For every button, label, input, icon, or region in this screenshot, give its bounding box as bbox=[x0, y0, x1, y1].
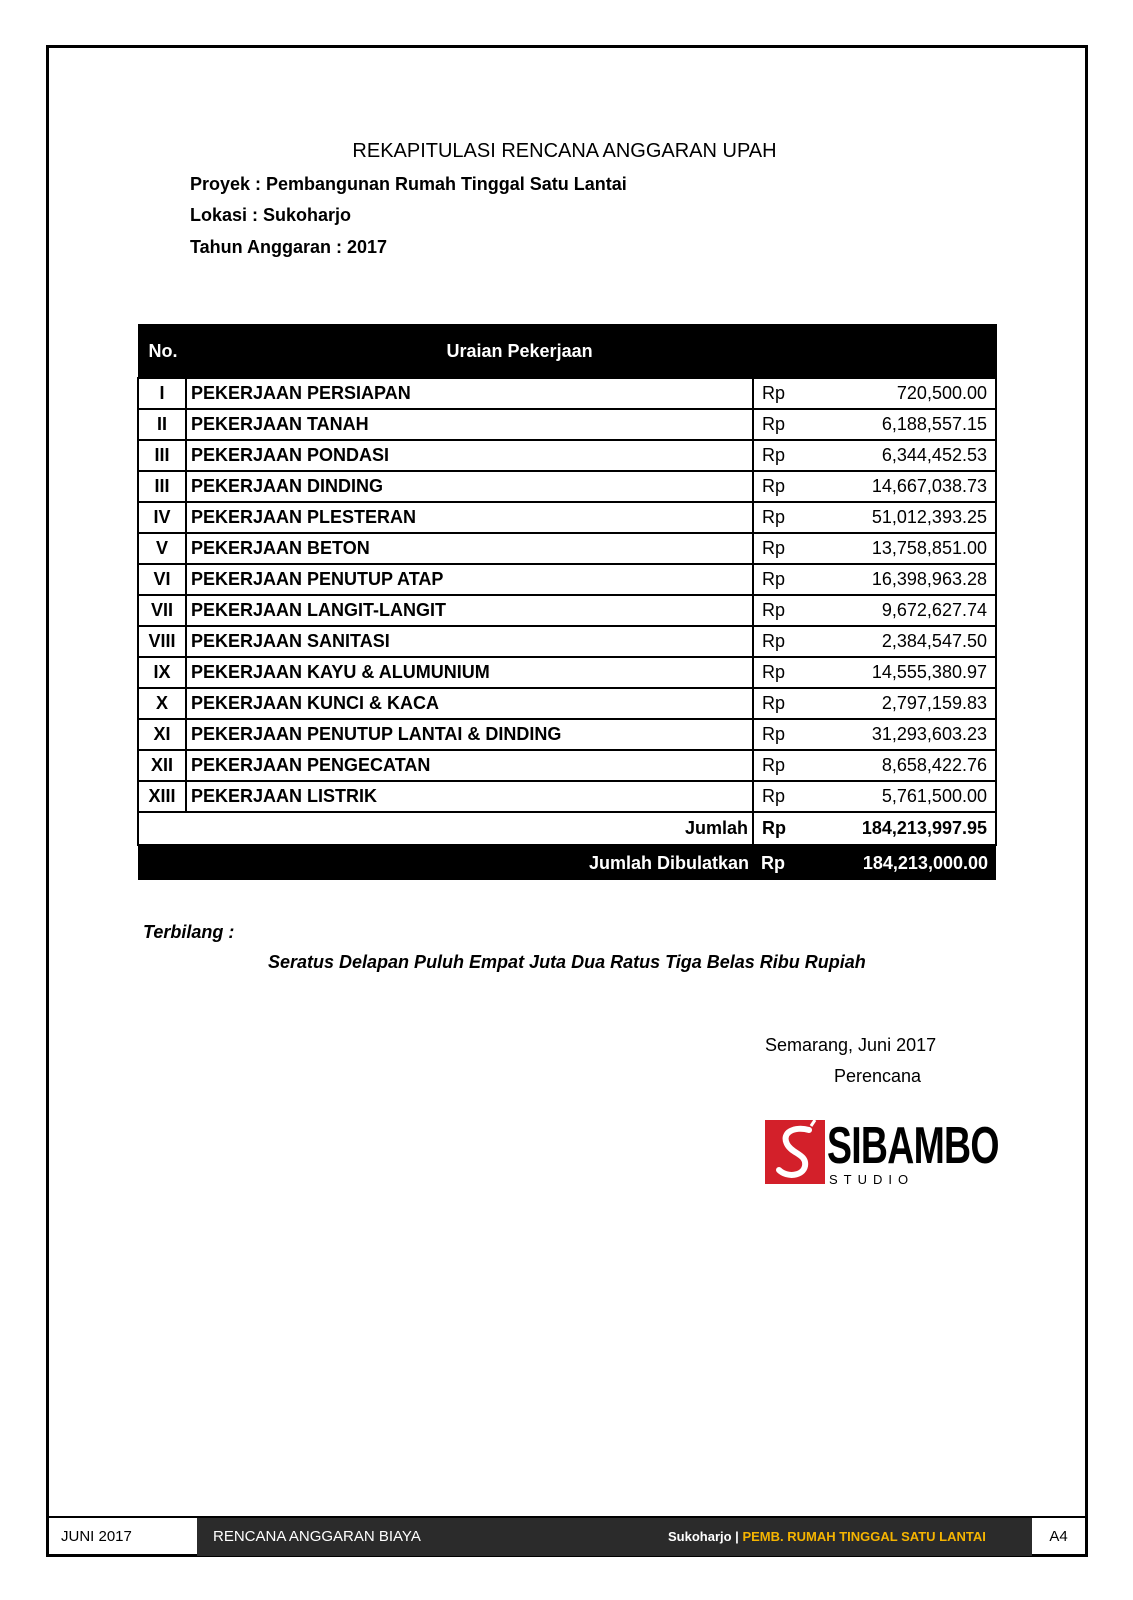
row-currency: Rp bbox=[753, 378, 792, 409]
row-amount: 51,012,393.25 bbox=[792, 502, 996, 533]
row-description: PEKERJAAN BETON bbox=[186, 533, 753, 564]
row-currency: Rp bbox=[753, 440, 792, 471]
row-no: V bbox=[138, 533, 186, 564]
row-description: PEKERJAAN DINDING bbox=[186, 471, 753, 502]
row-no: VIII bbox=[138, 626, 186, 657]
header-description: Uraian Pekerjaan bbox=[186, 325, 996, 379]
row-description: PEKERJAAN TANAH bbox=[186, 409, 753, 440]
row-amount: 16,398,963.28 bbox=[792, 564, 996, 595]
footer-location-project bbox=[668, 1518, 986, 1556]
row-no: XIII bbox=[138, 781, 186, 812]
row-currency: Rp bbox=[753, 471, 792, 502]
rounded-currency: Rp bbox=[753, 845, 792, 880]
row-currency: Rp bbox=[753, 533, 792, 564]
row-currency: Rp bbox=[753, 626, 792, 657]
sibambo-logo bbox=[765, 1117, 999, 1190]
logo-brand: SIBAMBO bbox=[827, 1117, 999, 1175]
sum-amount: 184,213,997.95 bbox=[792, 812, 996, 845]
row-amount: 8,658,422.76 bbox=[792, 750, 996, 781]
row-description: PEKERJAAN KUNCI & KACA bbox=[186, 688, 753, 719]
row-amount: 9,672,627.74 bbox=[792, 595, 996, 626]
table-row bbox=[138, 564, 996, 595]
row-description: PEKERJAAN PLESTERAN bbox=[186, 502, 753, 533]
table-row bbox=[138, 688, 996, 719]
row-description: PEKERJAAN PENUTUP LANTAI & DINDING bbox=[186, 719, 753, 750]
row-no: VI bbox=[138, 564, 186, 595]
row-no: IV bbox=[138, 502, 186, 533]
table-row bbox=[138, 595, 996, 626]
table-header bbox=[138, 325, 996, 379]
row-currency: Rp bbox=[753, 750, 792, 781]
row-amount: 31,293,603.23 bbox=[792, 719, 996, 750]
row-currency: Rp bbox=[753, 564, 792, 595]
table-row bbox=[138, 502, 996, 533]
row-no: II bbox=[138, 409, 186, 440]
page-footer bbox=[49, 1516, 1085, 1556]
row-amount: 6,344,452.53 bbox=[792, 440, 996, 471]
row-currency: Rp bbox=[753, 657, 792, 688]
logo-s-icon bbox=[765, 1120, 825, 1184]
footer-page: A4 bbox=[1049, 1528, 1068, 1545]
row-description: PEKERJAAN PONDASI bbox=[186, 440, 753, 471]
place-date: Semarang, Juni 2017 bbox=[765, 1035, 937, 1055]
row-amount: 720,500.00 bbox=[792, 378, 996, 409]
row-no: I bbox=[138, 378, 186, 409]
row-currency: Rp bbox=[753, 409, 792, 440]
sum-label: Jumlah bbox=[138, 812, 753, 845]
row-amount: 5,761,500.00 bbox=[792, 781, 996, 812]
footer-date: JUNI 2017 bbox=[61, 1528, 132, 1545]
row-description: PEKERJAAN SANITASI bbox=[186, 626, 753, 657]
row-no: III bbox=[138, 440, 186, 471]
table-body bbox=[138, 378, 996, 812]
footer-project: PEMB. RUMAH TINGGAL SATU LANTAI bbox=[742, 1529, 986, 1544]
table-row bbox=[138, 626, 996, 657]
table-row bbox=[138, 471, 996, 502]
row-currency: Rp bbox=[753, 595, 792, 626]
footer-location: Sukoharjo | bbox=[668, 1529, 739, 1544]
footer-doc-title: RENCANA ANGGARAN BIAYA bbox=[213, 1528, 421, 1545]
row-description: PEKERJAAN PENUTUP ATAP bbox=[186, 564, 753, 595]
row-amount: 13,758,851.00 bbox=[792, 533, 996, 564]
table-row bbox=[138, 781, 996, 812]
row-no: X bbox=[138, 688, 186, 719]
table-row bbox=[138, 719, 996, 750]
row-currency: Rp bbox=[753, 719, 792, 750]
table-row bbox=[138, 657, 996, 688]
terbilang-text: Seratus Delapan Puluh Empat Juta Dua Ratus Tiga Belas Ribu Rupiah bbox=[268, 952, 866, 972]
row-currency: Rp bbox=[753, 502, 792, 533]
rounded-amount: 184,213,000.00 bbox=[792, 845, 996, 880]
table-row bbox=[138, 409, 996, 440]
row-description: PEKERJAAN PENGECATAN bbox=[186, 750, 753, 781]
table-row bbox=[138, 533, 996, 564]
row-description: PEKERJAAN KAYU & ALUMUNIUM bbox=[186, 657, 753, 688]
row-currency: Rp bbox=[753, 688, 792, 719]
row-amount: 14,667,038.73 bbox=[792, 471, 996, 502]
signer-role: Perencana bbox=[834, 1066, 922, 1086]
row-description: PEKERJAAN LANGIT-LANGIT bbox=[186, 595, 753, 626]
document-title: REKAPITULASI RENCANA ANGGARAN UPAH bbox=[352, 140, 777, 162]
row-amount: 2,384,547.50 bbox=[792, 626, 996, 657]
table-row bbox=[138, 378, 996, 409]
sum-currency: Rp bbox=[753, 812, 792, 845]
row-description: PEKERJAAN PERSIAPAN bbox=[186, 378, 753, 409]
project-line: Proyek : Pembangunan Rumah Tinggal Satu Lantai bbox=[190, 174, 627, 194]
rounded-total-row bbox=[138, 845, 996, 880]
row-amount: 2,797,159.83 bbox=[792, 688, 996, 719]
year-line: Tahun Anggaran : 2017 bbox=[190, 237, 388, 257]
table-row bbox=[138, 750, 996, 781]
footer-band bbox=[197, 1518, 1032, 1556]
row-no: XII bbox=[138, 750, 186, 781]
row-no: VII bbox=[138, 595, 186, 626]
sum-row bbox=[138, 812, 996, 845]
logo-sub: STUDIO bbox=[829, 1172, 915, 1187]
budget-table bbox=[137, 324, 997, 880]
table-row bbox=[138, 440, 996, 471]
rounded-label: Jumlah Dibulatkan bbox=[138, 845, 753, 880]
row-no: XI bbox=[138, 719, 186, 750]
row-amount: 14,555,380.97 bbox=[792, 657, 996, 688]
row-amount: 6,188,557.15 bbox=[792, 409, 996, 440]
row-no: III bbox=[138, 471, 186, 502]
row-description: PEKERJAAN LISTRIK bbox=[186, 781, 753, 812]
row-no: IX bbox=[138, 657, 186, 688]
location-line: Lokasi : Sukoharjo bbox=[190, 205, 352, 225]
header-no: No. bbox=[138, 325, 186, 379]
row-currency: Rp bbox=[753, 781, 792, 812]
terbilang-label: Terbilang : bbox=[143, 922, 235, 942]
